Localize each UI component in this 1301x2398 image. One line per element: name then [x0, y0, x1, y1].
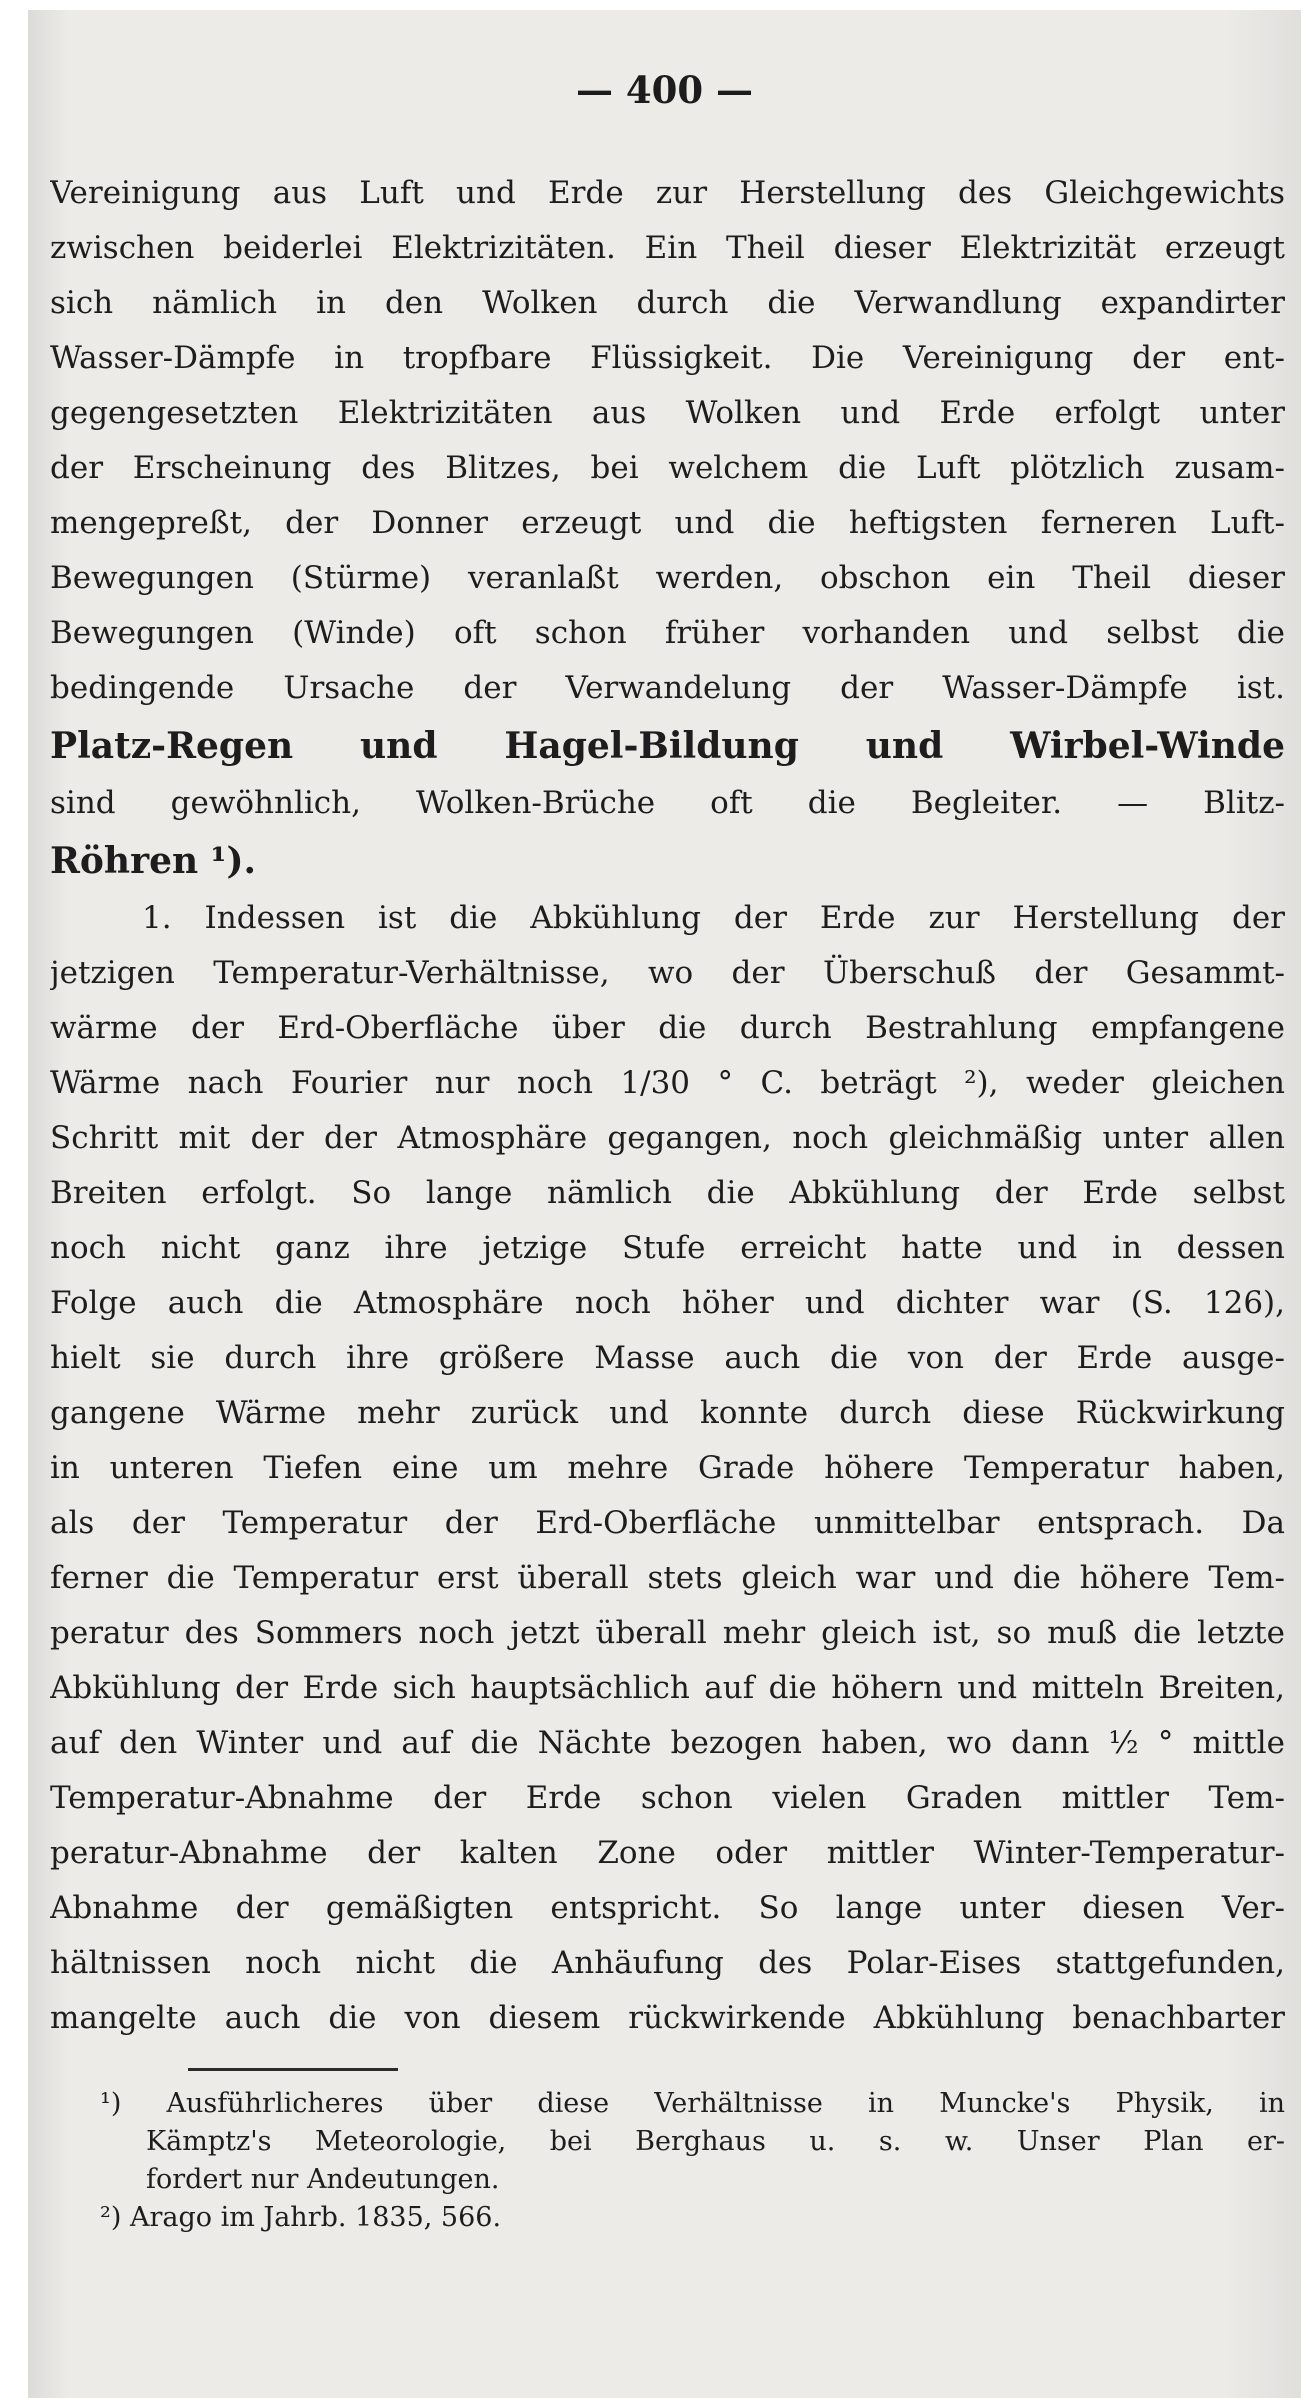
text-line: gegengesetzten Elektrizitäten aus Wolken und Erde erfolgt unter — [50, 395, 1285, 431]
text-line: zwischen beiderlei Elektrizitäten. Ein Theil dieser Elektrizität erzeugt — [50, 230, 1285, 266]
bold-heading-line: Platz-Regen und Hagel-Bildung und Wirbel-Winde — [50, 725, 1285, 767]
text-line: hältnissen noch nicht die Anhäufung des Polar-Eises stattgefunden, — [50, 1945, 1285, 1981]
book-page — [28, 10, 1301, 2398]
text-line: noch nicht ganz ihre jetzige Stufe erreicht hatte und in dessen — [50, 1230, 1285, 1266]
page-body — [50, 166, 1285, 2237]
footnote-1: ¹) Ausführlicheres über diese Verhältnisse in Muncke's Physik, in — [100, 2088, 1285, 2119]
bold-heading-line: Röhren ¹). — [50, 840, 257, 882]
footnote-1-continuation: fordert nur Andeutungen. — [146, 2164, 500, 2195]
text-line: mengepreßt, der Donner erzeugt und die heftigsten ferneren Luft- — [50, 505, 1285, 541]
page-number: — 400 — — [576, 68, 753, 112]
text-line: wärme der Erd-Oberfläche über die durch Bestrahlung empfangene — [50, 1010, 1285, 1046]
text-line: Vereinigung aus Luft und Erde zur Herstellung des Gleichgewichts — [50, 175, 1285, 211]
text-line: peratur des Sommers noch jetzt überall mehr gleich ist, so muß die letzte — [50, 1615, 1285, 1651]
text-line: Bewegungen (Stürme) veranlaßt werden, obschon ein Theil dieser — [50, 560, 1285, 596]
text-line: mangelte auch die von diesem rückwirkende Abkühlung benachbarter — [50, 2000, 1285, 2036]
text-line: Abkühlung der Erde sich hauptsächlich auf die höhern und mitteln Breiten, — [50, 1670, 1285, 1706]
text-line: Breiten erfolgt. So lange nämlich die Abkühlung der Erde selbst — [50, 1175, 1285, 1211]
text-line: Folge auch die Atmosphäre noch höher und dichter war (S. 126), — [50, 1285, 1285, 1321]
text-line: bedingende Ursache der Verwandelung der Wasser-Dämpfe ist. — [50, 670, 1285, 706]
text-line: in unteren Tiefen eine um mehre Grade höhere Temperatur haben, — [50, 1450, 1285, 1486]
text-line: Schritt mit der der Atmosphäre gegangen, noch gleichmäßig unter allen — [50, 1120, 1285, 1156]
text-line: als der Temperatur der Erd-Oberfläche unmittelbar entsprach. Da — [50, 1505, 1285, 1541]
footnote-2: ²) Arago im Jahrb. 1835, 566. — [100, 2202, 502, 2233]
text-line: hielt sie durch ihre größere Masse auch die von der Erde ausge- — [50, 1340, 1285, 1376]
text-line: ferner die Temperatur erst überall stets gleich war und die höhere Tem- — [50, 1560, 1285, 1596]
text-line: jetzigen Temperatur-Verhältnisse, wo der Überschuß der Gesammt- — [50, 955, 1285, 991]
text-line: Wärme nach Fourier nur noch 1/30 ° C. beträgt ²), weder gleichen — [50, 1065, 1285, 1101]
paragraph-start-line: 1. Indessen ist die Abkühlung der Erde zur Herstellung der — [142, 900, 1285, 936]
footnote-1-continuation: Kämptz's Meteorologie, bei Berghaus u. s. w. Unser Plan er- — [146, 2126, 1285, 2157]
text-line: der Erscheinung des Blitzes, bei welchem die Luft plötzlich zusam- — [50, 450, 1285, 486]
text-line: Abnahme der gemäßigten entspricht. So lange unter diesen Ver- — [50, 1890, 1285, 1926]
text-line: Wasser-Dämpfe in tropfbare Flüssigkeit. Die Vereinigung der ent- — [50, 340, 1285, 376]
text-line: Bewegungen (Winde) oft schon früher vorhanden und selbst die — [50, 615, 1285, 651]
text-line: auf den Winter und auf die Nächte bezogen haben, wo dann ½ ° mittle — [50, 1725, 1285, 1761]
text-line: Temperatur-Abnahme der Erde schon vielen Graden mittler Tem- — [50, 1780, 1285, 1816]
text-line: peratur-Abnahme der kalten Zone oder mittler Winter-Temperatur- — [50, 1835, 1285, 1871]
text-line: gangene Wärme mehr zurück und konnte durch diese Rückwirkung — [50, 1395, 1285, 1431]
footnote-divider — [188, 2068, 398, 2071]
text-line: sich nämlich in den Wolken durch die Verwandlung expandirter — [50, 285, 1285, 321]
text-line: sind gewöhnlich, Wolken-Brüche oft die Begleiter. — Blitz- — [50, 785, 1285, 821]
